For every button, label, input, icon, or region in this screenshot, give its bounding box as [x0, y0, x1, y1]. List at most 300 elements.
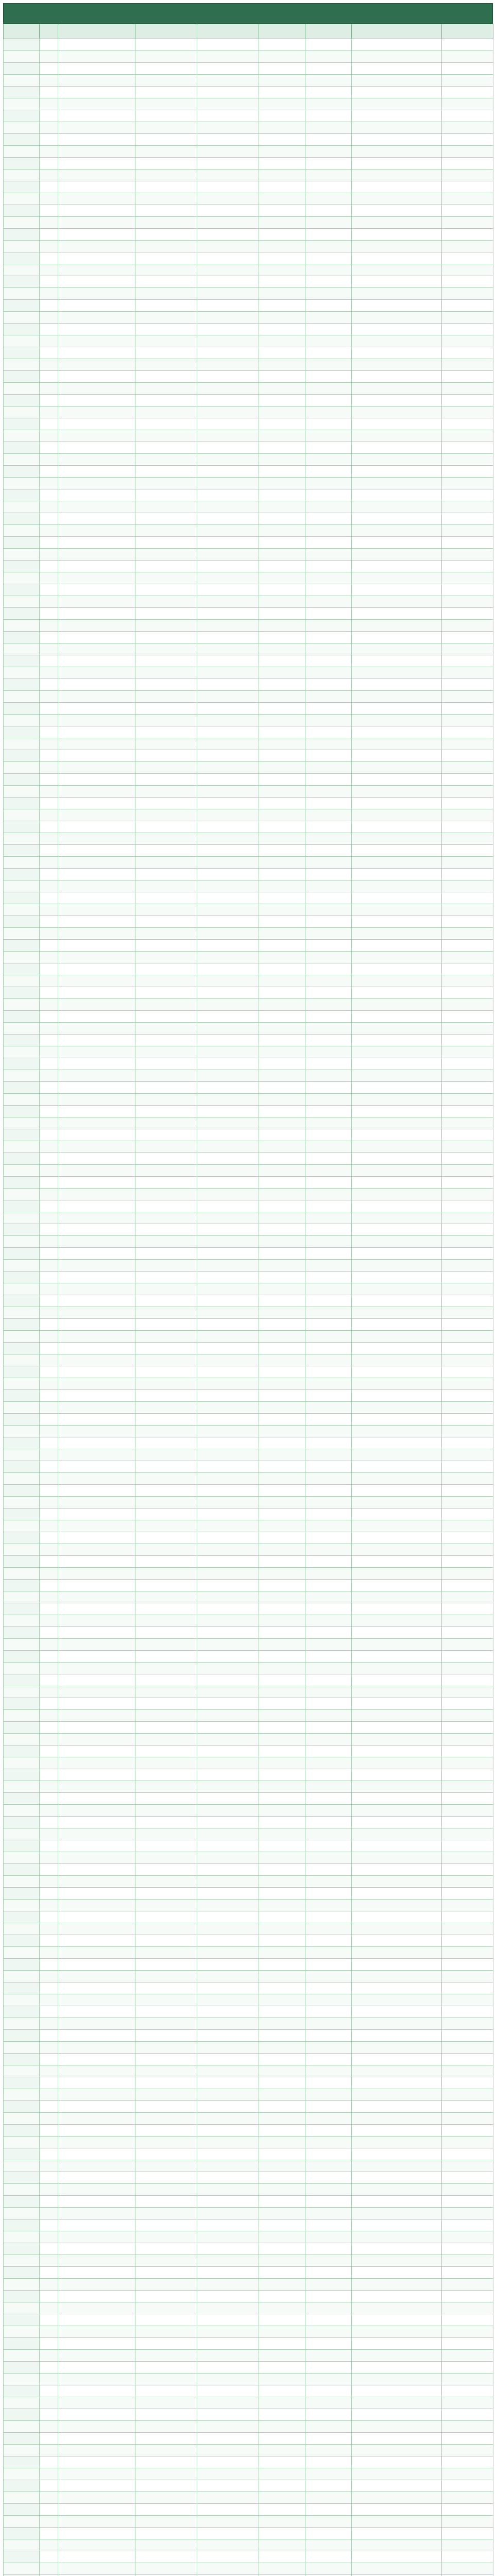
table-cell: [352, 762, 442, 774]
table-cell: [135, 205, 197, 217]
table-cell: [135, 1035, 197, 1046]
table-cell: [259, 561, 305, 572]
table-cell: [442, 1935, 493, 1947]
table-cell: [259, 2231, 305, 2243]
table-cell: [135, 2492, 197, 2504]
table-cell: [442, 430, 493, 442]
table-cell: [135, 2219, 197, 2231]
transit-adjustment-table: [3, 24, 493, 2576]
table-cell: [58, 288, 135, 300]
table-cell: [442, 1805, 493, 1817]
table-cell: [259, 715, 305, 726]
table-cell: [40, 667, 58, 679]
table-cell: [40, 1058, 58, 1070]
table-cell: [352, 1082, 442, 1094]
table-cell: [197, 904, 259, 916]
table-cell: [58, 1544, 135, 1556]
table-cell: [40, 1449, 58, 1461]
table-cell: [135, 2243, 197, 2255]
table-row: [4, 833, 493, 845]
table-cell: [352, 1260, 442, 1272]
table-cell: [4, 98, 40, 110]
table-cell: [4, 1935, 40, 1947]
table-cell: [352, 1378, 442, 1390]
table-cell: [305, 809, 352, 821]
table-cell: [135, 537, 197, 549]
table-cell: [197, 2409, 259, 2421]
table-cell: [135, 347, 197, 359]
table-row: [4, 537, 493, 549]
table-cell: [40, 525, 58, 537]
table-cell: [58, 513, 135, 525]
table-cell: [4, 892, 40, 904]
table-cell: [352, 2137, 442, 2148]
table-cell: [305, 110, 352, 122]
table-cell: [40, 489, 58, 501]
table-cell: [40, 1307, 58, 1319]
table-cell: [442, 1366, 493, 1378]
table-cell: [197, 2160, 259, 2172]
table-cell: [4, 181, 40, 193]
table-cell: [442, 181, 493, 193]
table-cell: [58, 1426, 135, 1437]
table-cell: [40, 1769, 58, 1781]
table-cell: [135, 1651, 197, 1663]
table-cell: [442, 312, 493, 324]
table-cell: [442, 1580, 493, 1591]
table-row: [4, 2030, 493, 2042]
table-cell: [135, 1390, 197, 1402]
table-cell: [259, 1840, 305, 1852]
table-cell: [135, 561, 197, 572]
table-cell: [442, 1911, 493, 1923]
table-cell: [259, 146, 305, 158]
table-cell: [4, 963, 40, 975]
table-row: [4, 2018, 493, 2030]
table-cell: [197, 1982, 259, 1994]
table-cell: [197, 1082, 259, 1094]
table-cell: [135, 940, 197, 952]
table-cell: [197, 158, 259, 170]
table-cell: [352, 1959, 442, 1971]
table-cell: [58, 1994, 135, 2006]
table-cell: [259, 2516, 305, 2528]
table-cell: [259, 300, 305, 312]
table-cell: [442, 1011, 493, 1023]
table-cell: [305, 193, 352, 205]
table-cell: [352, 2042, 442, 2054]
table-cell: [259, 2433, 305, 2445]
table-cell: [58, 1923, 135, 1935]
table-cell: [259, 2065, 305, 2077]
table-cell: [442, 205, 493, 217]
table-cell: [40, 952, 58, 963]
table-cell: [352, 525, 442, 537]
table-cell: [352, 1165, 442, 1177]
table-cell: [259, 2148, 305, 2160]
column-header: [135, 24, 197, 39]
table-cell: [197, 1532, 259, 1544]
table-cell: [197, 1129, 259, 1141]
table-cell: [58, 2445, 135, 2456]
table-cell: [197, 892, 259, 904]
table-cell: [4, 2456, 40, 2468]
table-cell: [197, 1070, 259, 1082]
table-row: [4, 1805, 493, 1817]
table-cell: [442, 537, 493, 549]
table-cell: [352, 584, 442, 596]
table-cell: [442, 2101, 493, 2113]
table-cell: [4, 1129, 40, 1141]
table-cell: [305, 478, 352, 489]
table-cell: [58, 2516, 135, 2528]
table-cell: [197, 1473, 259, 1485]
table-cell: [4, 1520, 40, 1532]
table-cell: [259, 1781, 305, 1793]
table-cell: [197, 1520, 259, 1532]
table-cell: [352, 1449, 442, 1461]
table-row: [4, 809, 493, 821]
table-cell: [259, 2326, 305, 2338]
table-cell: [259, 952, 305, 963]
table-cell: [4, 2528, 40, 2539]
table-cell: [58, 1757, 135, 1769]
table-cell: [259, 726, 305, 738]
table-cell: [135, 110, 197, 122]
table-cell: [305, 1722, 352, 1734]
table-cell: [442, 2184, 493, 2196]
table-cell: [40, 1402, 58, 1414]
table-cell: [259, 1046, 305, 1058]
table-cell: [259, 1864, 305, 1876]
table-cell: [305, 2385, 352, 2397]
table-cell: [259, 371, 305, 383]
table-row: [4, 1236, 493, 1248]
table-cell: [197, 2492, 259, 2504]
table-cell: [58, 442, 135, 454]
table-cell: [305, 1153, 352, 1165]
table-cell: [40, 845, 58, 857]
table-cell: [58, 1023, 135, 1035]
table-cell: [442, 2409, 493, 2421]
table-cell: [305, 2160, 352, 2172]
table-cell: [305, 869, 352, 880]
table-cell: [259, 857, 305, 869]
table-cell: [305, 880, 352, 892]
table-cell: [259, 975, 305, 987]
table-cell: [259, 1343, 305, 1354]
table-cell: [197, 1106, 259, 1117]
table-cell: [58, 1295, 135, 1307]
table-cell: [259, 2042, 305, 2054]
table-cell: [197, 1331, 259, 1343]
table-cell: [352, 632, 442, 643]
table-cell: [197, 1864, 259, 1876]
table-cell: [4, 904, 40, 916]
table-cell: [259, 181, 305, 193]
table-cell: [4, 1046, 40, 1058]
table-cell: [4, 2492, 40, 2504]
table-cell: [4, 1165, 40, 1177]
table-cell: [58, 478, 135, 489]
table-row: [4, 1852, 493, 1864]
table-cell: [58, 715, 135, 726]
table-cell: [259, 1852, 305, 1864]
table-cell: [442, 1745, 493, 1757]
table-row: [4, 798, 493, 809]
table-cell: [40, 857, 58, 869]
table-cell: [58, 335, 135, 347]
table-cell: [442, 1283, 493, 1295]
table-cell: [305, 572, 352, 584]
table-cell: [4, 2385, 40, 2397]
table-cell: [40, 1200, 58, 1212]
table-cell: [352, 2267, 442, 2279]
table-cell: [58, 2456, 135, 2468]
table-cell: [305, 1177, 352, 1189]
table-cell: [135, 584, 197, 596]
table-cell: [4, 2539, 40, 2551]
table-cell: [40, 1283, 58, 1295]
table-cell: [4, 2433, 40, 2445]
table-cell: [259, 2374, 305, 2385]
table-cell: [135, 1437, 197, 1449]
table-cell: [197, 1177, 259, 1189]
table-cell: [58, 679, 135, 691]
table-cell: [135, 1734, 197, 1745]
table-cell: [305, 1461, 352, 1473]
table-cell: [58, 1686, 135, 1698]
table-row: [4, 1153, 493, 1165]
table-cell: [58, 1947, 135, 1959]
table-cell: [135, 170, 197, 181]
table-cell: [442, 833, 493, 845]
table-cell: [259, 2267, 305, 2279]
table-cell: [305, 2409, 352, 2421]
table-cell: [352, 1212, 442, 1224]
table-cell: [197, 1698, 259, 1710]
table-cell: [197, 181, 259, 193]
table-cell: [442, 940, 493, 952]
table-cell: [442, 2445, 493, 2456]
table-cell: [305, 134, 352, 146]
table-cell: [58, 904, 135, 916]
table-cell: [58, 1698, 135, 1710]
table-cell: [442, 110, 493, 122]
table-cell: [40, 1663, 58, 1674]
table-cell: [305, 1627, 352, 1639]
table-cell: [135, 418, 197, 430]
table-cell: [305, 1817, 352, 1828]
table-cell: [4, 2409, 40, 2421]
table-cell: [352, 2054, 442, 2065]
table-cell: [40, 963, 58, 975]
table-cell: [4, 1769, 40, 1781]
table-cell: [352, 975, 442, 987]
table-cell: [305, 1426, 352, 1437]
table-row: [4, 383, 493, 395]
table-cell: [305, 1591, 352, 1603]
table-row: [4, 1947, 493, 1959]
table-row: [4, 1615, 493, 1627]
table-cell: [40, 98, 58, 110]
table-cell: [305, 1805, 352, 1817]
table-cell: [4, 252, 40, 264]
table-cell: [135, 383, 197, 395]
table-cell: [135, 1781, 197, 1793]
table-row: [4, 1177, 493, 1189]
table-cell: [259, 359, 305, 371]
table-cell: [58, 2302, 135, 2314]
table-cell: [4, 1674, 40, 1686]
table-cell: [352, 1520, 442, 1532]
table-cell: [4, 193, 40, 205]
table-cell: [135, 1947, 197, 1959]
table-cell: [197, 1828, 259, 1840]
table-cell: [4, 158, 40, 170]
table-cell: [4, 1757, 40, 1769]
table-cell: [197, 252, 259, 264]
table-cell: [305, 1390, 352, 1402]
table-cell: [4, 2255, 40, 2267]
table-cell: [4, 2077, 40, 2089]
table-row: [4, 2243, 493, 2255]
table-cell: [58, 276, 135, 288]
table-cell: [259, 2243, 305, 2255]
table-row: [4, 1982, 493, 1994]
table-cell: [58, 525, 135, 537]
table-row: [4, 489, 493, 501]
table-cell: [40, 241, 58, 252]
table-row: [4, 478, 493, 489]
table-cell: [197, 798, 259, 809]
table-cell: [259, 2362, 305, 2374]
table-cell: [305, 1165, 352, 1177]
table-cell: [135, 2516, 197, 2528]
table-cell: [442, 300, 493, 312]
table-cell: [259, 1615, 305, 1627]
table-cell: [135, 1070, 197, 1082]
table-cell: [135, 501, 197, 513]
table-cell: [4, 383, 40, 395]
table-cell: [4, 110, 40, 122]
table-cell: [259, 1295, 305, 1307]
table-cell: [442, 1651, 493, 1663]
table-cell: [197, 442, 259, 454]
table-cell: [305, 643, 352, 655]
table-row: [4, 1781, 493, 1793]
table-cell: [197, 987, 259, 999]
table-cell: [305, 963, 352, 975]
table-cell: [197, 1591, 259, 1603]
table-cell: [305, 1189, 352, 1200]
table-cell: [259, 1272, 305, 1283]
table-cell: [40, 679, 58, 691]
table-cell: [135, 39, 197, 51]
table-cell: [4, 146, 40, 158]
table-cell: [259, 1971, 305, 1982]
table-cell: [58, 63, 135, 75]
table-cell: [442, 892, 493, 904]
table-cell: [197, 1366, 259, 1378]
table-cell: [58, 2539, 135, 2551]
table-cell: [135, 1200, 197, 1212]
table-cell: [352, 1426, 442, 1437]
table-cell: [135, 2018, 197, 2030]
table-cell: [58, 146, 135, 158]
page-title: [3, 3, 493, 24]
table-cell: [40, 466, 58, 478]
table-cell: [442, 1106, 493, 1117]
table-cell: [442, 2089, 493, 2101]
table-cell: [4, 1283, 40, 1295]
table-cell: [259, 2030, 305, 2042]
table-cell: [259, 1094, 305, 1106]
table-cell: [135, 1722, 197, 1734]
table-cell: [442, 821, 493, 833]
table-cell: [4, 1793, 40, 1805]
table-row: [4, 2065, 493, 2077]
table-cell: [58, 2018, 135, 2030]
table-cell: [40, 1023, 58, 1035]
table-cell: [352, 1769, 442, 1781]
table-row: [4, 1603, 493, 1615]
table-cell: [259, 1520, 305, 1532]
table-cell: [58, 2196, 135, 2208]
table-cell: [135, 324, 197, 335]
table-cell: [58, 892, 135, 904]
table-cell: [40, 383, 58, 395]
table-cell: [58, 1129, 135, 1141]
table-cell: [259, 335, 305, 347]
table-cell: [305, 1509, 352, 1520]
table-row: [4, 2160, 493, 2172]
table-cell: [58, 2279, 135, 2291]
table-cell: [58, 738, 135, 750]
table-cell: [40, 2563, 58, 2575]
table-cell: [58, 1722, 135, 1734]
table-cell: [4, 655, 40, 667]
table-cell: [442, 1769, 493, 1781]
table-cell: [58, 1864, 135, 1876]
table-cell: [58, 1840, 135, 1852]
table-cell: [40, 1035, 58, 1046]
table-cell: [58, 1509, 135, 1520]
table-cell: [352, 1224, 442, 1236]
table-cell: [442, 252, 493, 264]
table-cell: [305, 2077, 352, 2089]
table-row: [4, 786, 493, 798]
table-cell: [197, 916, 259, 928]
table-cell: [58, 181, 135, 193]
table-cell: [259, 1153, 305, 1165]
table-cell: [135, 999, 197, 1011]
table-cell: [4, 715, 40, 726]
table-cell: [305, 359, 352, 371]
table-cell: [259, 833, 305, 845]
table-cell: [305, 1651, 352, 1663]
table-cell: [58, 2468, 135, 2480]
table-cell: [58, 2077, 135, 2089]
table-row: [4, 1272, 493, 1283]
table-cell: [135, 1023, 197, 1035]
table-row: [4, 1035, 493, 1046]
table-cell: [197, 2504, 259, 2516]
table-row: [4, 1959, 493, 1971]
table-cell: [58, 1497, 135, 1509]
table-cell: [197, 276, 259, 288]
table-cell: [305, 1971, 352, 1982]
